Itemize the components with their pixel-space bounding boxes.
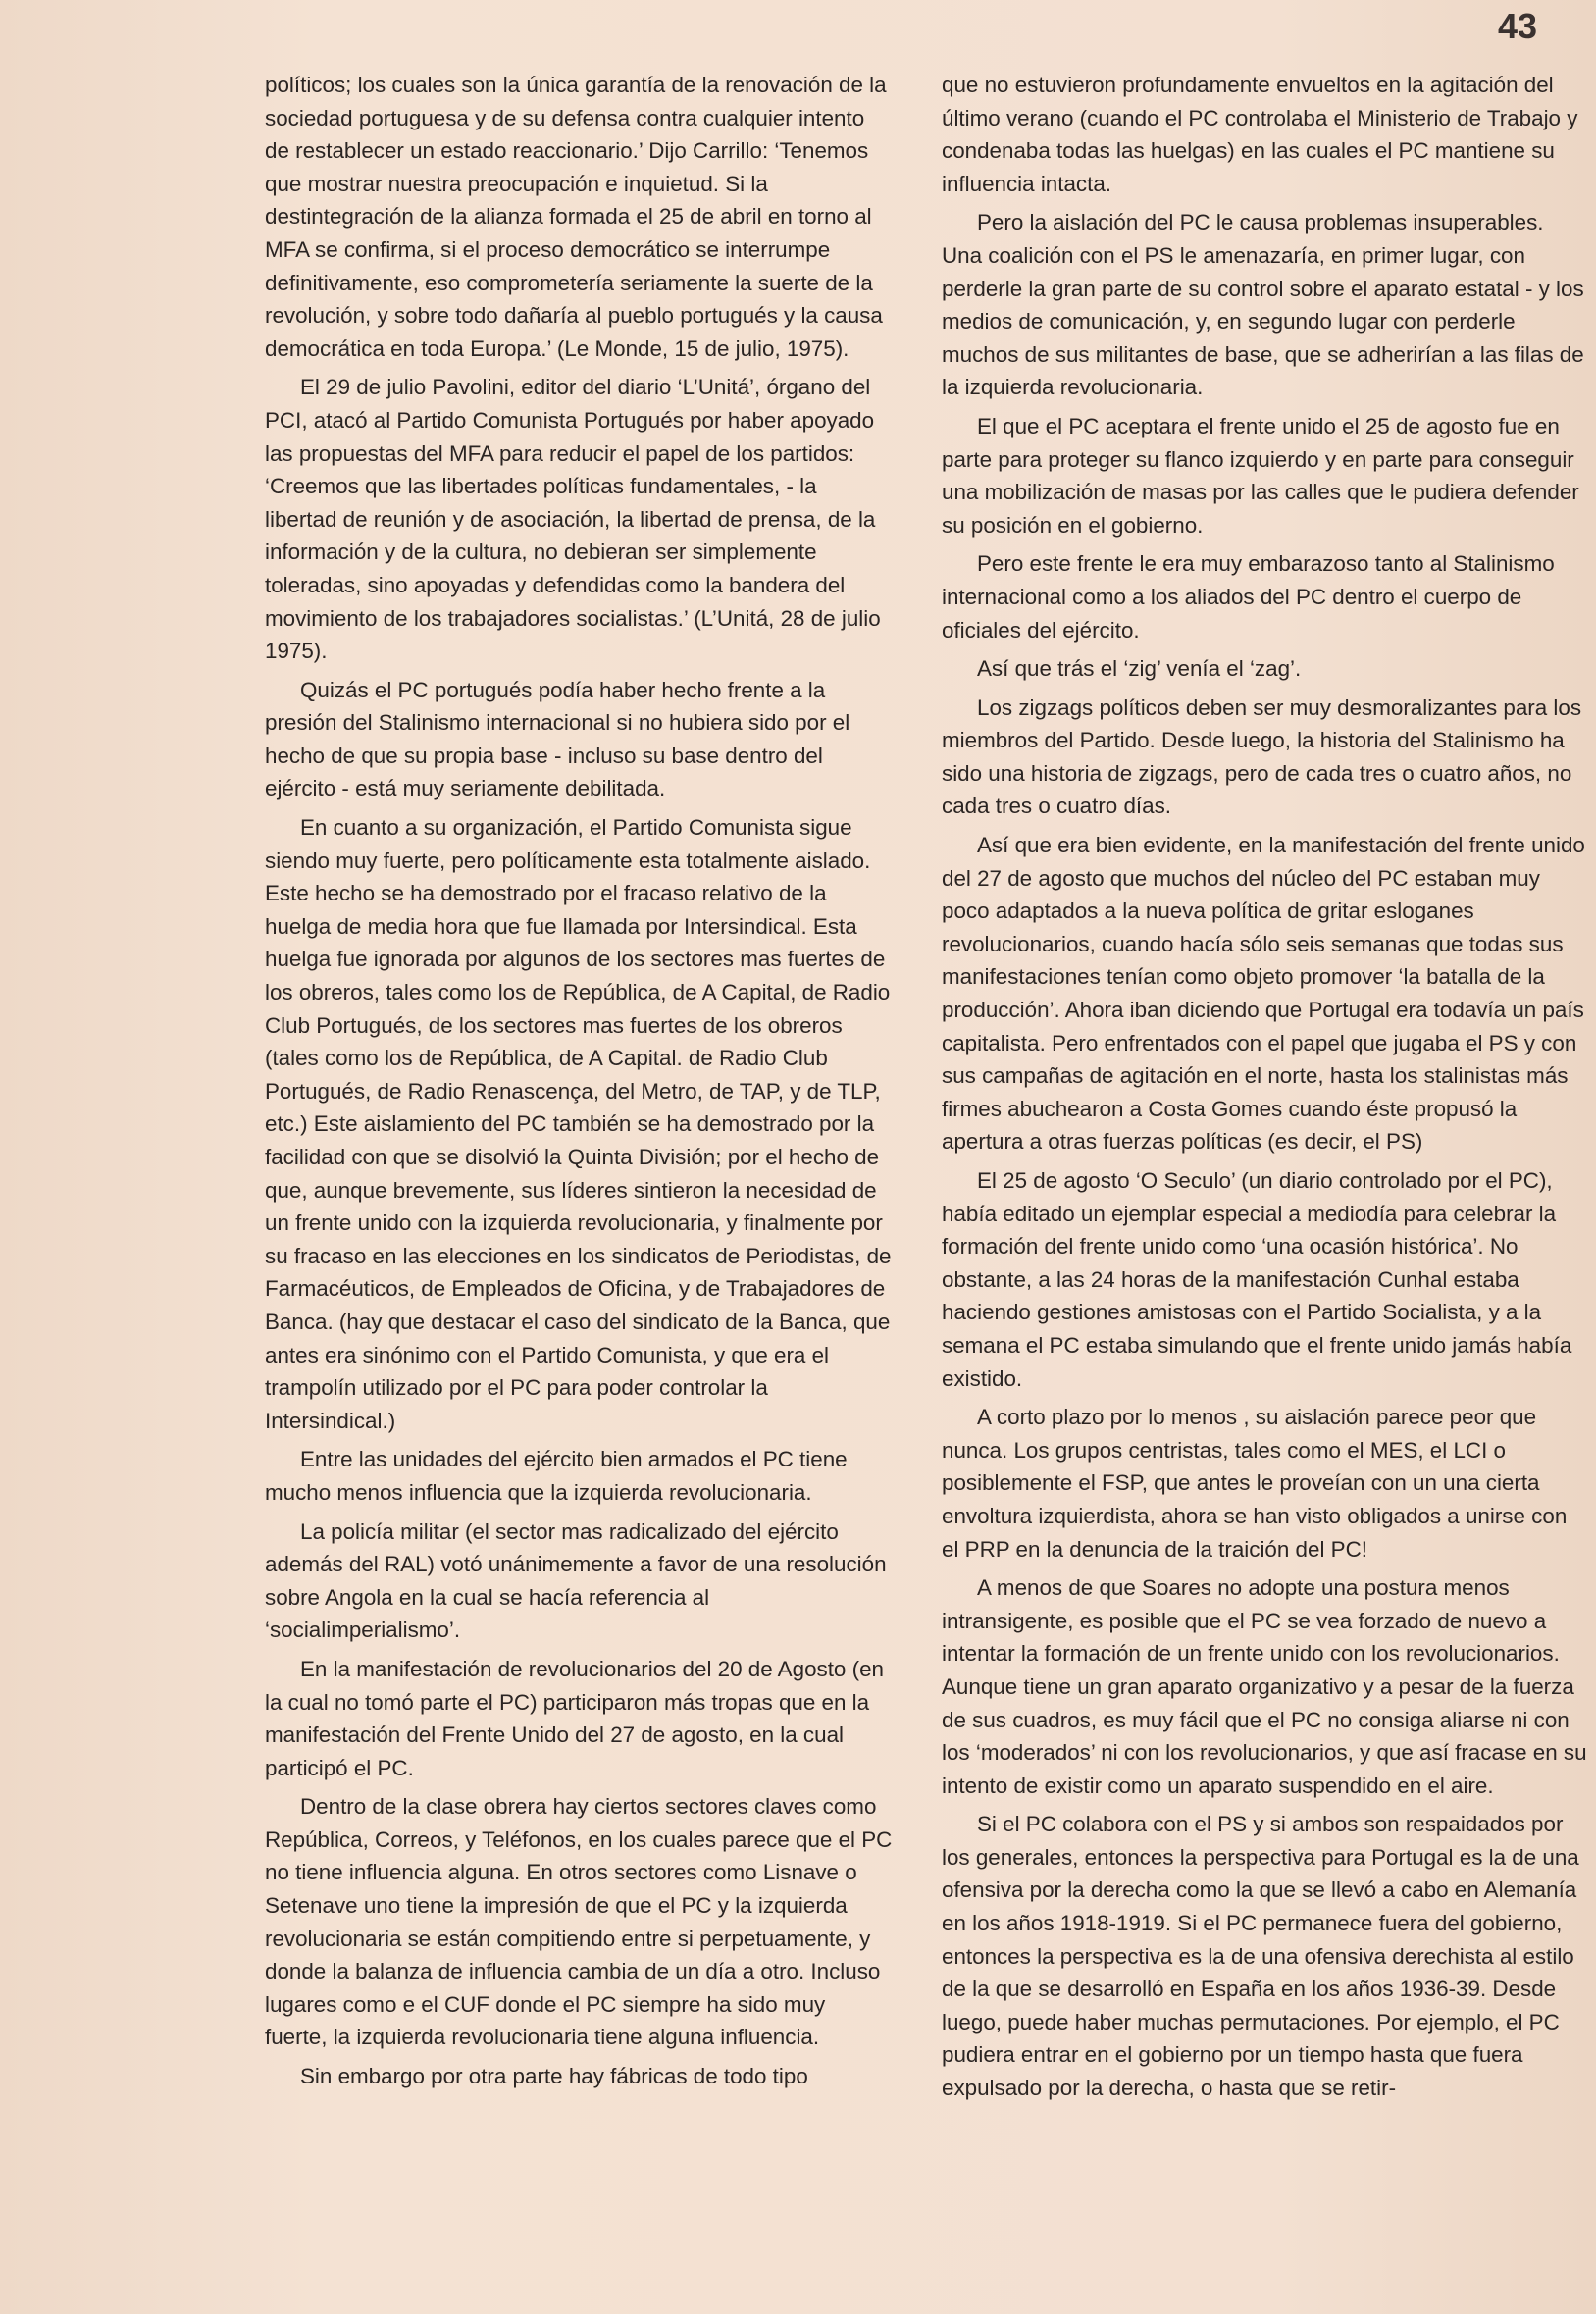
- paragraph: En la manifestación de revolucionarios del 20 de Agosto (en la cual no tomó parte el PC) participaron más tropas que en la manifestación del Frente Unido del 27 de agosto, en la cual participó el PC.: [265, 1656, 884, 1780]
- right-column: [942, 69, 1589, 2105]
- page-number: 43: [1497, 6, 1537, 46]
- paragraph: Entre las unidades del ejército bien armados el PC tiene mucho menos influencia que la izquierda revolucionaria.: [265, 1447, 848, 1505]
- paragraph: Así que era bien evidente, en la manifestación del frente unido del 27 de agosto que muchos del núcleo del PC estaban muy poco adaptados a la nueva política de gritar esloganes revolucionarios, cuando hacía sólo seis semanas que todas sus manifestaciones tenían como objeto promover ‘la batalla de la producción’. Ahora iban diciendo que Portugal era todavía un país capitalista. Pero enfrentados con el papel que jugaba el PS y con sus campañas de agitación en el norte, hasta los stalinistas más firmes abuchearon a Costa Gomes cuando éste propusó la apertura a otras fuerzas políticas (es decir, el PS): [942, 833, 1585, 1155]
- paragraph: El que el PC aceptara el frente unido el 25 de agosto fue en parte para proteger su flanco izquierdo y en parte para conseguir una mobilización de masas por las calles que le pudiera defender su posición en el gobierno.: [942, 413, 1579, 538]
- paragraph: Si el PC colabora con el PS y si ambos son respaidados por los generales, entonces la perspectiva para Portugal es la de una ofensiva por la derecha como la que se llevó a cabo en Alemanía en los años 1918-1919. Si el PC permanece fuera del gobierno, entonces la perspectiva es la de una ofensiva derechista al estilo de la que se desarrolló en España en los años 1936-39. Desde luego, puede haber muchas permutaciones. Por ejemplo, el PC pudiera entrar en el gobierno por un tiempo hasta que fuera expulsado por la derecha, o hasta que se retir-: [942, 1812, 1579, 2101]
- paragraph: Pero la aislación del PC le causa problemas insuperables. Una coalición con el PS le amenazaría, en primer lugar, con perderle la gran parte de su control sobre el aparato estatal - y los medios de comunicación, y, en segundo lugar con perderle muchos de sus militantes de base, que se adherirían a las filas de la izquierda revolucionaria.: [942, 210, 1584, 400]
- paragraph: Así que trás el ‘zig’ venía el ‘zag’.: [977, 656, 1302, 682]
- paragraph: que no estuvieron profundamente envueltos en la agitación del último verano (cuando el PC controlaba el Ministerio de Trabajo y condenaba todas las huelgas) en las cuales el PC mantiene su influencia intacta.: [942, 73, 1578, 196]
- paragraph: En cuanto a su organización, el Partido Comunista sigue siendo muy fuerte, pero políticamente esta totalmente aislado. Este hecho se ha demostrado por el fracaso relativo de la huelga de media hora que fue llamada por Intersindical. Esta huelga fue ignorada por algunos de los sectores mas fuertes de los obreros, tales como los de República, de A Capital, de Radio Club Portugués, de los sectores mas fuertes de los obreros (tales como los de República, de A Capital. de Radio Club Portugués, de Radio Renascença, del Metro, de TAP, y de TLP, etc.) Este aislamiento del PC también se ha demostrado por la facilidad con que se disolvió la Quinta División; por el hecho de que, aunque brevemente, sus líderes sintieron la necesidad de un frente unido con la izquierda revolucionaria, y finalmente por su fracaso en las elecciones en los sindicatos de Periodistas, de Farmacéuticos, de Empleados de Oficina, y de Trabajadores de Banca. (hay que destacar el caso del sindicato de la Banca, que antes era sinónimo con el Partido Comunista, y que era el trampolín utilizado por el PC para poder controlar la Intersindical.): [265, 815, 892, 1433]
- left-column: [265, 69, 893, 2093]
- paragraph: Quizás el PC portugués podía haber hecho frente a la presión del Stalinismo internacional si no hubiera sido por el hecho de que su propia base - incluso su base dentro del ejército - está muy seriamente debilitada.: [265, 677, 850, 801]
- paragraph: La policía militar (el sector mas radicalizado del ejército además del RAL) votó unánimemente a favor de una resolución sobre Angola en la cual se hacía referencia al ‘socialimperialismo’.: [265, 1518, 887, 1643]
- paragraph: El 29 de julio Pavolini, editor del diario ‘L’Unitá’, órgano del PCI, atacó al Partido Comunista Portugués por haber apoyado las propuestas del MFA para reducir el papel de los partidos: ‘Creemos que las libertades políticas fundamentales, - la libertad de reunión y de asociación, la libertad de prensa, de la información y de la cultura, no debieran ser simplemente toleradas, sino apoyadas y defendidas como la bandera del movimiento de los trabajadores socialistas.’ (L’Unitá, 28 de julio 1975).: [265, 375, 881, 664]
- paragraph: El 25 de agosto ‘O Seculo’ (un diario controlado por el PC), había editado un ejemplar especial a mediodía para celebrar la formación del frente unido como ‘una ocasión histórica’. No obstante, a las 24 horas de la manifestación Cunhal estaba haciendo gestiones amistosas con el Partido Socialista, y a la semana el PC estaba simulando que el frente unido jamás había existido.: [942, 1168, 1572, 1391]
- paragraph: Dentro de la clase obrera hay ciertos sectores claves como República, Correos, y Teléfonos, en los cuales parece que el PC no tiene influencia alguna. En otros sectores como Lisnave o Setenave uno tiene la impresión de que el PC y la izquierda revolucionaria se están compitiendo entre si perpetuamente, y donde la balanza de influencia cambia de un día a otro. Incluso lugares como e el CUF donde el PC siempre ha sido muy fuerte, la izquierda revolucionaria tiene alguna influencia.: [265, 1794, 893, 2050]
- paragraph: A corto plazo por lo menos , su aislación parece peor que nunca. Los grupos centristas, tales como el MES, el LCI o posiblemente el FSP, que antes le proveían con un una cierta envoltura izquierdista, ahora se han visto obligados a unirse con el PRP en la denuncia de la traición del PC!: [942, 1405, 1568, 1562]
- paragraph: Pero este frente le era muy embarazoso tanto al Stalinismo internacional como a los aliados del PC dentro el cuerpo de oficiales del ejército.: [942, 551, 1555, 643]
- paragraph: Sin embargo por otra parte hay fábricas de todo tipo: [300, 2064, 808, 2089]
- paragraph: Los zigzags políticos deben ser muy desmoralizantes para los miembros del Partido. Desde luego, la historia del Stalinismo ha sido una historia de zigzags, pero de cada tres o cuatro años, no cada tres o cuatro días.: [942, 694, 1582, 819]
- paragraph: A menos de que Soares no adopte una postura menos intransigente, es posible que el PC se vea forzado de nuevo a intentar la formación de un frente unido con los revolucionarios. Aunque tiene un gran aparato organizativo y a pesar de la fuerza de sus cuadros, es muy fácil que el PC no consiga aliarse ni con los ‘moderados’ ni con los revolucionarios, y que así fracase en su intento de existir como un aparato suspendido en el aire.: [942, 1575, 1587, 1798]
- paragraph: políticos; los cuales son la única garantía de la renovación de la sociedad portuguesa y de su defensa contra cualquier intento de restablecer un estado reaccionario.’ Dijo Carrillo: ‘Tenemos que mostrar nuestra preocupación e inquietud. Si la destintegración de la alianza formada el 25 de abril en torno al MFA se confirma, si el proceso democrático se interrumpe definitivamente, eso comprometería seriamente la suerte de la revolución, y sobre todo dañaría al pueblo portugués y la causa democrática en toda Europa.’ (Le Monde, 15 de julio, 1975).: [265, 73, 887, 361]
